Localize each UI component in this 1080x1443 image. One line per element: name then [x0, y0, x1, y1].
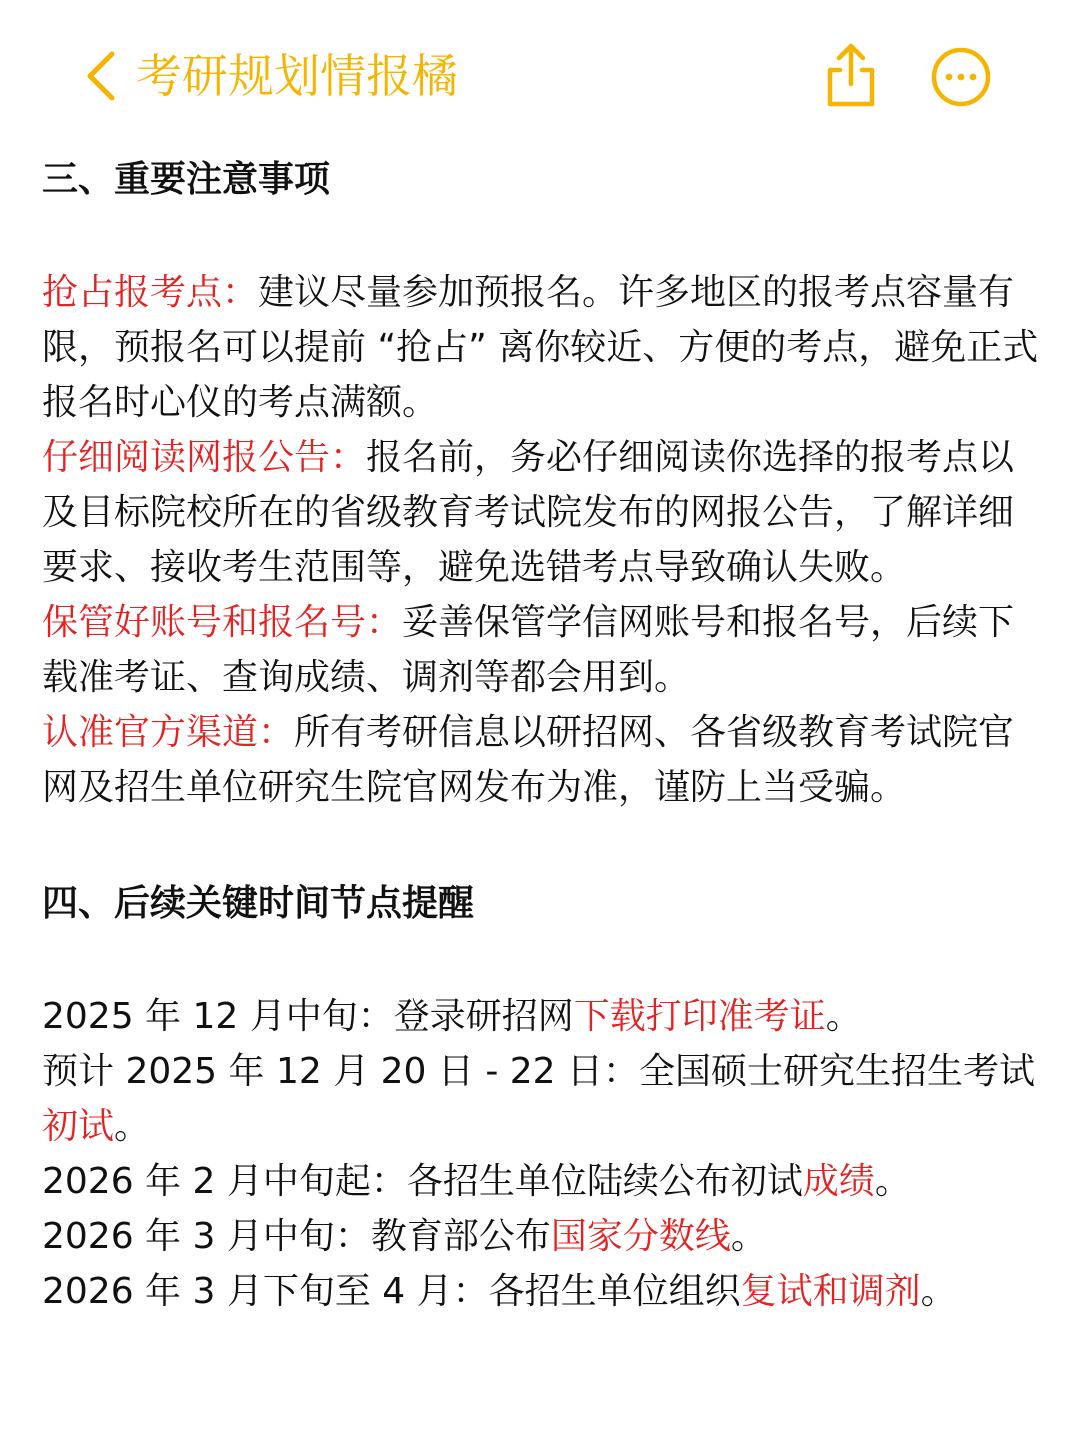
note-item [42, 705, 1042, 815]
navigation-bar [0, 0, 1080, 150]
item-text: 报名前，务必仔细阅读你选择的报考点以及目标院校所在的省级教育考试院发布的网报公告，了解详细要求、接收考生范围等，避免选错考点导致确认失败。 [42, 437, 1015, 588]
timeline-item [42, 1264, 1057, 1319]
timeline-highlight: 成绩 [802, 1161, 875, 1202]
timeline-suffix: 。 [825, 996, 862, 1037]
more-icon[interactable] [930, 46, 992, 108]
blank-line [42, 934, 1042, 989]
timeline-item [42, 989, 1057, 1044]
folder-title: 考研规划情报橘 [136, 49, 458, 103]
item-text: 妥善保管学信网账号和报名号，后续下载准考证、查询成绩、调剂等都会用到。 [42, 602, 1015, 698]
timeline-item [42, 1209, 1057, 1264]
note-body[interactable] [42, 150, 1042, 1319]
item-text: 建议尽量参加预报名。许多地区的报考点容量有限，预报名可以提前 “抢占” 离你较近、方便的考点，避免正式报名时心仪的考点满额。 [42, 272, 1039, 423]
timeline-highlight: 下载打印准考证 [573, 996, 826, 1037]
blank-line [42, 210, 1042, 265]
timeline-highlight: 国家分数线 [550, 1216, 731, 1257]
timeline-suffix: 。 [114, 1106, 151, 1147]
blank-line [42, 815, 1042, 870]
timeline-item [42, 1044, 1057, 1154]
section-heading: 四、后续关键时间节点提醒 [42, 883, 475, 924]
timeline-text: 2026 年 2 月中旬起：各招生单位陆续公布初试 [42, 1161, 803, 1202]
item-label: 认准官方渠道： [42, 712, 295, 753]
item-text: 所有考研信息以研招网、各省级教育考试院官网及招生单位研究生院官网发布为准，谨防上当受骗。 [42, 712, 1015, 808]
item-label: 保管好账号和报名号： [42, 602, 403, 643]
timeline-text: 2026 年 3 月下旬至 4 月：各招生单位组织 [42, 1271, 741, 1312]
note-item [42, 595, 1042, 705]
timeline-suffix: 。 [920, 1271, 957, 1312]
item-label: 抢占报考点： [42, 272, 259, 313]
timeline-text: 2026 年 3 月中旬：教育部公布 [42, 1216, 551, 1257]
section-heading: 三、重要注意事项 [42, 159, 331, 200]
note-item [42, 265, 1042, 430]
timeline-highlight: 复试和调剂 [740, 1271, 921, 1312]
timeline-suffix: 。 [874, 1161, 911, 1202]
chevron-left-icon [78, 44, 124, 108]
note-item [42, 430, 1042, 595]
share-icon[interactable] [822, 40, 880, 110]
timeline-text: 2025 年 12 月中旬：登录研招网 [42, 996, 574, 1037]
timeline-text: 预计 2025 年 12 月 20 日 - 22 日：全国硕士研究生招生考试 [42, 1051, 1036, 1092]
item-label: 仔细阅读网报公告： [42, 437, 367, 478]
timeline-highlight: 初试 [42, 1106, 115, 1147]
timeline-item [42, 1154, 1057, 1209]
back-button[interactable] [78, 44, 458, 108]
timeline-suffix: 。 [730, 1216, 767, 1257]
